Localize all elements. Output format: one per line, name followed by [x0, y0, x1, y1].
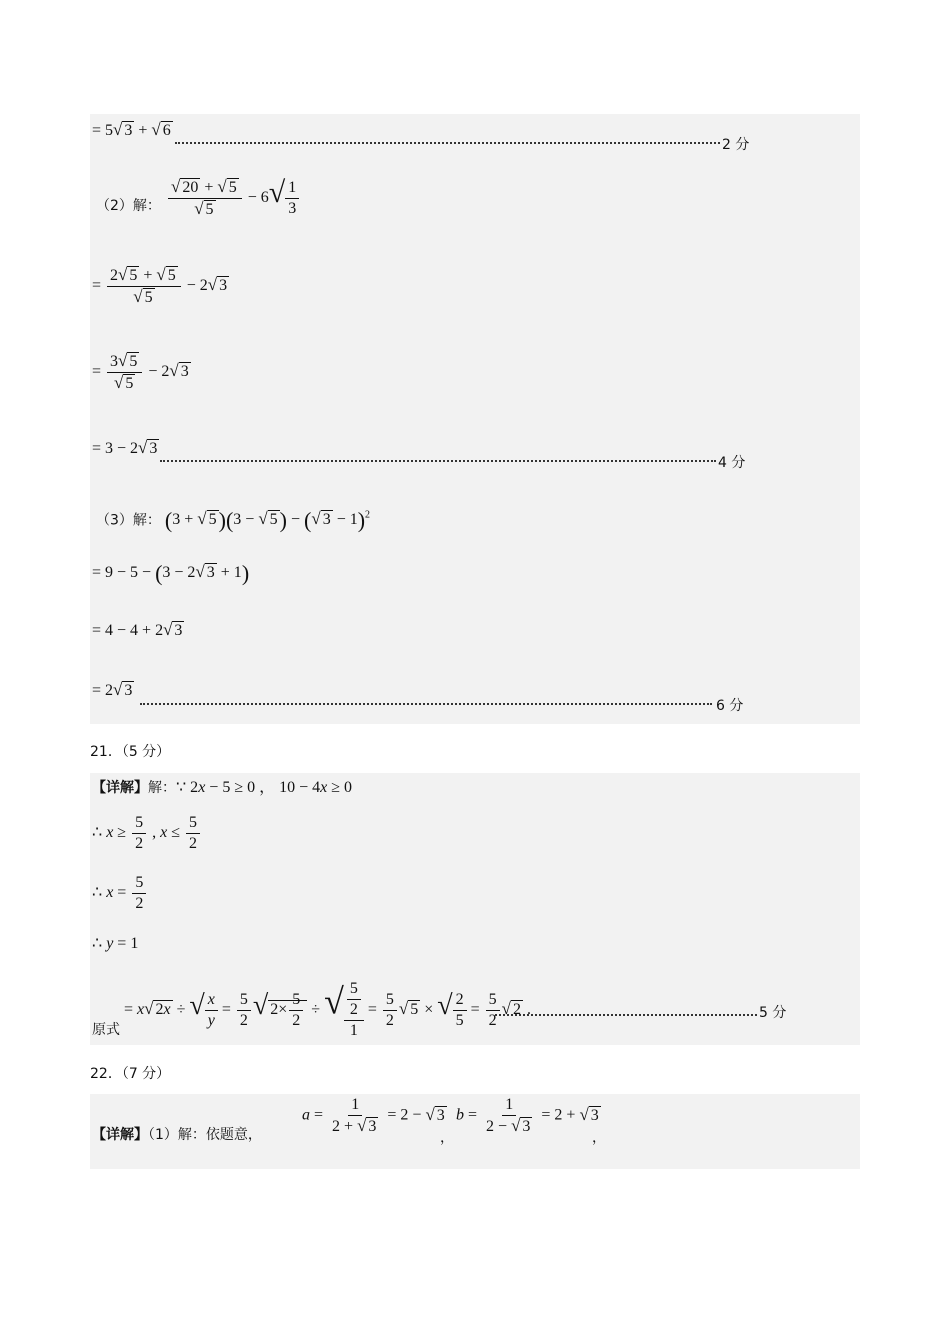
- q20-step3-2: = 4 − 4 + 2√ 3: [92, 620, 183, 639]
- q21-header: 21．（5 分）: [90, 744, 171, 760]
- q22-a-expression: a = $\frac{1}{2 + √ 3}$ = 2 − √ 3: [302, 1096, 445, 1135]
- q22-header: 22．（7 分）: [90, 1066, 171, 1082]
- q21-score: 5 分: [759, 1005, 787, 1021]
- q22-comma-2: ，: [592, 1130, 606, 1146]
- q20-part3-label: （3）解：: [96, 512, 161, 529]
- q20-part2: （2）解： $\frac{√ 20 + √ 5}{√ 5}$ − 6√ $\frac{1}{3}$: [96, 178, 161, 198]
- q20-step2-1: = $\frac{2√ 5 + √ 5}{√ 5}$ − 2√ 3: [92, 265, 228, 306]
- q21-line3: ∴ y = 1: [92, 935, 139, 952]
- q22-comma-1: ，: [440, 1130, 454, 1146]
- q21-condition: 【详解】解：∵ 2x − 5 ≥ 0 ， 10 − 4x ≥ 0: [92, 779, 353, 796]
- q20-step2-2: = $\frac{3√ 5}{√ 5}$ − 2√ 3: [92, 351, 189, 392]
- q20-part2-label: （2）解：: [96, 198, 161, 214]
- q20-dots-3: [140, 703, 712, 705]
- q20-step2-3: = 3 − 2√ 3: [92, 438, 158, 457]
- q22-part1-label: （1）解：依题意，: [148, 1127, 262, 1143]
- q20-line-result-1: = 5√ 3 + √ 6: [92, 120, 171, 139]
- q21-dots: [495, 1014, 757, 1016]
- q20-score-3: 6 分: [716, 698, 744, 714]
- q20-part3: （3）解： (3 + √ 5)(3 − √ 5) − (√ 3 − 1)$^2$: [96, 507, 371, 533]
- q20-dots-2: [160, 460, 716, 462]
- q20-dots-1: [175, 142, 720, 144]
- q20-step3-1: = 9 − 5 − (3 − 2√ 3 + 1): [92, 560, 250, 586]
- q21-line1: ∴ x ≥ $\frac{5}{2}$ , x ≤ $\frac{5}{2}$: [92, 814, 202, 853]
- q20-step3-3: = 2√ 3: [92, 680, 133, 699]
- q22-b-expression: b = $\frac{1}{2 - √ 3}$ = 2 + √ 3: [456, 1096, 599, 1135]
- q22-detail-label: 【详解】: [92, 1127, 148, 1143]
- q20-score-1: 2 分: [722, 137, 750, 153]
- q20-score-2: 4 分: [718, 455, 746, 471]
- q21-orig-label: 原式: [92, 1021, 120, 1038]
- q21-original-expression: 原式 = x√ 2x ÷ √ $\frac{x}{y}$ = $\frac{5}{2}$ √ 2× $\frac{5}{2}$ ÷ √ $\frac{\frac{5}{2}}{1}$ = $\frac{5}{2}$ √ 5 × √ $\frac{2}{5}$ = $\frac{5}{2}$ √ 2 .: [92, 980, 531, 1039]
- q22-part1: [92, 1125, 262, 1145]
- q21-line2: ∴ x = $\frac{5}{2}$: [92, 874, 148, 913]
